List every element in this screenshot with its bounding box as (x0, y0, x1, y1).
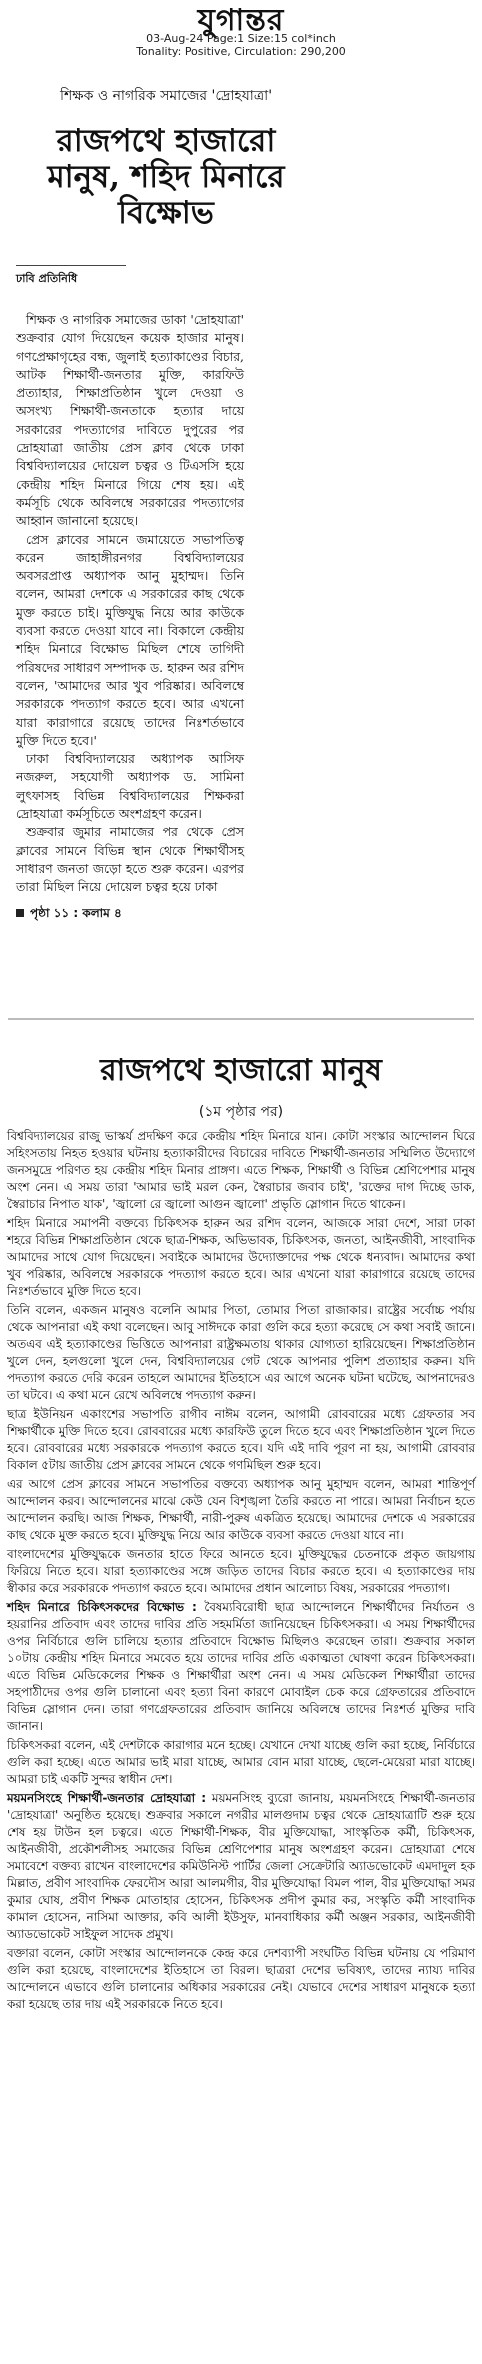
continuation-paragraph (7, 1790, 475, 1943)
continuation-paragraph (7, 1128, 475, 1213)
jump-reference (16, 905, 316, 925)
article-paragraph: ঢাকা বিশ্ববিদ্যালয়ের অধ্যাপক আসিফ নজরুল, সহযোগী অধ্যাপক ড. সামিনা লুৎফাসহ বিভিন্ন বিশ্ববিদ্যালয়ের শিক্ষকরা দ্রোহযাত্রা কর্মসূচিতে অংশগ্রহণ করেন। (16, 751, 244, 822)
continuation-paragraph (7, 1215, 475, 1300)
continuation-body (7, 1128, 475, 2013)
continuation-paragraph (7, 1599, 475, 1735)
front-page-clipping (16, 80, 316, 998)
paragraph-text: বক্তারা বলেন, কোটা সংস্কার আন্দোলনকে কেন্দ্র করে দেশব্যাপী সংঘটিত বিভিন্ন ঘটনায় যে পরিমাণ গুলি করা হয়েছে, বাংলাদেশের ইতিহাসে তা বিরল। ছাত্ররা দেশের ভবিষ্যৎ, তাদের ন্যায্য দাবির আন্দোলনে এভাবে গুলি চালানোর অধিকার সরকারের নেই। যেভাবে দেশের সাধারণ মানুষকে হত্যা করা হয়েছে তার দায় এই সরকারকে নিতে হবে। (7, 1946, 475, 2011)
article-paragraph: শিক্ষক ও নাগরিক সমাজের ডাকা 'দ্রোহযাত্রা' শুক্রবার যোগ দিয়েছেন কয়েক হাজার মানুষ। গণপ্রেক্ষাগৃহের বন্ধ, জুলাই হত্যাকাণ্ডের বিচার, আটক শিক্ষার্থী-জনতার মুক্তি, কারফিউ প্রত্যাহার, শিক্ষাপ্রতিষ্ঠান খুলে দেওয়া ও অসংখ্য শিক্ষার্থী-জনতাকে হত্যার দায়ে সরকারের পদত্যাগের দাবিতে দুপুরের পর দ্রোহযাত্রা জাতীয় প্রেস ক্লাব থেকে ঢাকা বিশ্ববিদ্যালয়ের দোয়েল চত্বর ও টিএসসি হয়ে কেন্দ্রীয় শহিদ মিনারে গিয়ে শেষ হয়। এই কর্মসূচি থেকে অবিলম্বে সরকারের পদত্যাগের আহ্বান জানানো হয়েছে। (16, 312, 244, 529)
continuation-paragraph (7, 1546, 475, 1597)
newspaper-header (0, 0, 482, 58)
article-paragraph: শুক্রবার জুমার নামাজের পর থেকে প্রেস ক্লাবের সামনে বিভিন্ন স্থান থেকে শিক্ষার্থীসহ সাধারণ জনতা জড়ো হতে শুরু করেন। এরপর তারা মিছিল নিয়ে দোয়েল চত্বর হয়ে ঢাকা (16, 824, 244, 895)
paragraph-text: বিশ্ববিদ্যালয়ের রাজু ভাস্কর্য প্রদক্ষিণ করে কেন্দ্রীয় শহিদ মিনারে যান। কোটা সংস্কার আন্দোলন ঘিরে সহিংসতায় নিহত হওয়ার ঘটনায় হত্যাকারীদের বিচারের দাবিতে শিক্ষার্থী-জনতার সম্মিলিত উদ্যোগে জনসমুদ্রে পরিণত হয় কেন্দ্রীয় শহিদ মিনার প্রাঙ্গণ। এতে শিক্ষক, শিক্ষার্থী ও বিভিন্ন শ্রেণিপেশার মানুষ অংশ নেন। এ সময় তারা 'আমার ভাই মরল কেন, স্বৈরাচার জবাব চাই', 'রক্তের দাগ দিচ্ছে ডাক, স্বৈরাচার নিপাত যাক', 'জ্বালো রে জ্বালো আগুন জ্বালো' প্রভৃতি স্লোগান দিতে থাকেন। (7, 1129, 475, 1211)
clipping-divider (8, 1018, 474, 1020)
paragraph-text: শহিদ মিনারে সমাপনী বক্তব্যে চিকিৎসক হারুন অর রশিদ বলেন, আজকে সারা দেশে, সারা ঢাকা শহরে বিভিন্ন শিক্ষাপ্রতিষ্ঠান থেকে ছাত্র-শিক্ষক, অভিভাবক, চিকিৎসক, জনতা, আইনজীবী, সাংবাদিক আমাদের সাথে যোগ দিয়েছেন। সবাইকে আমাদের উদ্যোক্তাদের পক্ষ থেকে ধন্যবাদ। আমাদের কথা খুব পরিষ্কার, অবিলম্বে সরকারকে পদত্যাগ করতে হবে। আর এখনো যারা কারাগারে রয়েছে তাদের নিঃশর্তভাবে মুক্তি দিতে হবে। (7, 1216, 475, 1298)
continuation-subhead: (১ম পৃষ্ঠার পর) (198, 1104, 284, 1120)
masthead: যুগান্তর (197, 3, 285, 38)
square-bullet-icon (16, 909, 24, 917)
jump-reference-text: পৃষ্ঠা ১১ : কলাম ৪ (30, 905, 122, 920)
clipping-info: 03-Aug-24 Page:1 Size:15 col*inch (146, 32, 336, 45)
continuation-paragraph (7, 1406, 475, 1474)
article-byline: ঢাবি প্রতিনিধি (16, 265, 126, 289)
continuation-paragraph (7, 1302, 475, 1404)
paragraph-text: তিনি বলেন, একজন মানুষও বলেনি আমার পিতা, তোমার পিতা রাজাকার। রাষ্ট্রের সর্বোচ্চ পর্যায় থেকে আপনারা এই কথা বলেছেন। আবু সাঈদকে কারা গুলি করে হত্যা করেছে সে কথা সবাই জানে। অতএব এই হত্যাকাণ্ডের ভিত্তিতে আপনারা রাষ্ট্রক্ষমতায় থাকার যোগ্যতা হারিয়েছেন। শিক্ষাপ্রতিষ্ঠান খুলে দেন, হলগুলো খুলে দেন, বিশ্ববিদ্যালয়ের গেট থেকে আপনার পুলিশ প্রত্যাহার করুন। যদি পদত্যাগ করতে দেরি করেন তাহলে আমাদের ইতিহাসে এর আগে অনেক ঘটনা ঘটেছে, আপনাদেরও তা ঘটবে। এ কথা মনে রেখে অবিলম্বে পদত্যাগ করুন। (7, 1303, 475, 1402)
article-body (16, 311, 244, 897)
paragraph-lead-in: শহিদ মিনারে চিকিৎসকদের বিক্ষোভ : (7, 1600, 197, 1614)
paragraph-text: বৈষম্যবিরোধী ছাত্র আন্দোলনে শিক্ষার্থীদের নির্যাতন ও হয়রানির প্রতিবাদ এবং তাদের দাবির প্রতি সহমর্মিতা জানিয়েছেন চিকিৎসকরা। এ সময় শিক্ষার্থীদের ওপর নির্বিচারে গুলি চালিয়ে হত্যার প্রতিবাদে বিক্ষোভ মিছিলও করেছেন তারা। শুক্রবার সকাল ১০টায় কেন্দ্রীয় শহিদ মিনারে সমবেত হয়ে তাদের দাবির প্রতি একাত্মতা ঘোষণা করেন চিকিৎসকরা। এতে বিভিন্ন মেডিকেলের শিক্ষক ও শিক্ষার্থীরা অংশ নেন। এ সময় মেডিকেল শিক্ষার্থীরা তাদের সহপাঠীদের ওপর গুলি চালানো এবং হত্যা বিনা কারণে মোবাইল চেক করে গ্রেফতারের প্রতিবাদে বিভিন্ন স্লোগান দেন। তারা গণগ্রেফতারের প্রতিবাদ জানিয়ে অবিলম্বে তাদের নিঃশর্ত মুক্তির দাবি জানান। (7, 1600, 475, 1733)
continuation-paragraph (7, 1737, 475, 1788)
paragraph-text: বাংলাদেশের মুক্তিযুদ্ধকে জনতার হাতে ফিরে আনতে হবে। মুক্তিযুদ্ধের চেতনাকে প্রকৃত জায়গায় ফিরিয়ে নিতে হবে। যারা হত্যাকাণ্ডের সঙ্গে জড়িত তাদের বিচার করতে হবে। এ হত্যাকাণ্ডের দায় স্বীকার করে সরকারকে পদত্যাগ করতে হবে। আমাদের প্রধান আলোচ্য বিষয়, সরকারের পদত্যাগ। (7, 1547, 475, 1595)
paragraph-text: ময়মনসিংহ ব্যুরো জানায়, ময়মনসিংহে শিক্ষার্থী-জনতার 'দ্রোহযাত্রা' অনুষ্ঠিত হয়েছে। শুক্রবার সকালে নগরীর মালগুদাম চত্বর থেকে দ্রোহযাত্রাটি শুরু হয়ে শেষ হয় টাউন হল চত্বরে। এতে শিক্ষার্থী-শিক্ষক, বীর মুক্তিযোদ্ধা, সাংস্কৃতিক কর্মী, চিকিৎসক, আইনজীবী, প্রকৌশলীসহ সমাজের বিভিন্ন শ্রেণিপেশার মানুষ অংশগ্রহণ করেন। দ্রোহযাত্রা শেষে সমাবেশে বক্তব্য রাখেন বাংলাদেশের কমিউনিস্ট পার্টির জেলা সেক্রেটারি অ্যাডভোকেট এমদাদুল হক মিল্লাত, প্রবীণ সাংবাদিক ফেরদৌস আরা আলমগীর, বীর মুক্তিযোদ্ধা বিমল পাল, বীর মুক্তিযোদ্ধা সমর কুমার ঘোষ, প্রবীণ শিক্ষক মোতাহার হোসেন, চিকিৎসক প্রদীপ কুমার কর, সংস্কৃতি কর্মী সাংবাদিক কামাল হোসেন, নাসিমা আক্তার, কবি আলী ইউসুফ, মানবাধিকার কর্মী অঞ্জন সরকার, আইনজীবী অ্যাডভোকেট সাইফুল সাদেক প্রমুখ। (7, 1791, 475, 1941)
clipping-tonality: Tonality: Positive, Circulation: 290,200 (136, 45, 346, 58)
paragraph-text: চিকিৎসকরা বলেন, এই দেশটাকে কারাগার মনে হচ্ছে। যেখানে দেখা যাচ্ছে গুলি করা হচ্ছে, নির্বিচারে গুলি করা হচ্ছে। এতে আমার ভাই মারা যাচ্ছে, আমার বোন মারা যাচ্ছে, ছেলে-মেয়েরা মারা যাচ্ছে। আমরা চাই একটি সুন্দর স্বাধীন দেশ। (7, 1738, 475, 1786)
continuation-clipping (7, 1032, 475, 2352)
paragraph-text: ছাত্র ইউনিয়ন একাংশের সভাপতি রাগীব নাঈম বলেন, আগামী রোববারের মধ্যে গ্রেফতার সব শিক্ষার্থীকে মুক্তি দিতে হবে। রোববারের মধ্যে কারফিউ তুলে দিতে হবে এবং শিক্ষাপ্রতিষ্ঠান খুলে দিতে হবে। রোববারের মধ্যে সরকারকে পদত্যাগ করতে হবে। যদি এই দাবি পূরণ না হয়, আগামী রোববার বিকাল ৫টায় জাতীয় প্রেস ক্লাবের সামনে থেকে গণমিছিল শুরু হবে। (7, 1407, 475, 1472)
continuation-headline: রাজপথে হাজারো মানুষ (100, 1053, 382, 1088)
paragraph-text: এর আগে প্রেস ক্লাবের সামনে সভাপতির বক্তব্যে অধ্যাপক আনু মুহাম্মদ বলেন, আমরা শান্তিপূর্ণ আন্দোলন করব। আন্দোলনের মাঝে কেউ যেন বিশৃঙ্খলা তৈরি করতে না পারে। আমরা নির্বাচন হতে আন্দোলন করছি। আজ শিক্ষক, শিক্ষার্থী, নারী-পুরুষ একত্রিত হয়েছে। আমাদের দেশকে এ সরকারের কাছ থেকে মুক্ত করতে হবে। মুক্তিযুদ্ধ নিয়ে আর কাউকে ব্যবসা করতে দেওয়া যাবে না। (7, 1477, 475, 1542)
continuation-paragraph (7, 1476, 475, 1544)
paragraph-lead-in: ময়মনসিংহে শিক্ষার্থী-জনতার দ্রোহযাত্রা : (7, 1791, 206, 1805)
article-headline: রাজপথে হাজারো মানুষ, শহিদ মিনারে বিক্ষোভ (47, 123, 285, 231)
article-kicker: শিক্ষক ও নাগরিক সমাজের 'দ্রোহযাত্রা' (59, 88, 273, 104)
article-paragraph: প্রেস ক্লাবের সামনে জমায়েতে সভাপতিত্ব করেন জাহাঙ্গীরনগর বিশ্ববিদ্যালয়ের অবসরপ্রাপ্ত অধ্যাপক আনু মুহাম্মদ। তিনি বলেন, আমরা দেশকে এ সরকারের কাছ থেকে মুক্ত করতে চাই। মুক্তিযুদ্ধ নিয়ে আর কাউকে ব্যবসা করতে দেওয়া যাবে না। বিকালে কেন্দ্রীয় শহিদ মিনারে বিক্ষোভ মিছিল শেষে তাগিদী পরিষদের সাধারণ সম্পাদক ড. হারুন অর রশিদ বলেন, 'আমাদের আর খুব পরিষ্কার। অবিলম্বে সরকারকে পদত্যাগ করতে হবে। আর এখনো যারা কারাগারে রয়েছে তাদের নিঃশর্তভাবে মুক্তি দিতে হবে।' (16, 531, 244, 748)
continuation-paragraph (7, 1945, 475, 2013)
